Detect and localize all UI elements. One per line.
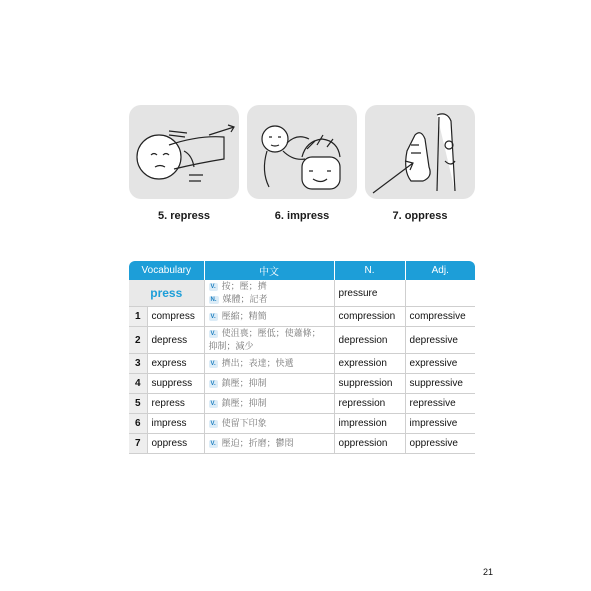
table-row: [129, 414, 475, 434]
row-chinese: [204, 394, 334, 414]
row-meaning: 鎮壓；抑制: [221, 398, 267, 408]
pos-tag: N.: [210, 296, 217, 303]
row-adjective: impressive: [405, 414, 475, 434]
table-header-row: [129, 261, 475, 280]
row-noun: compression: [334, 307, 405, 327]
root-word: press: [129, 280, 204, 307]
row-word: repress: [147, 394, 204, 414]
row-word: oppress: [147, 434, 204, 454]
table-row: [129, 394, 475, 414]
impress-drawing-icon: [247, 105, 357, 199]
row-word: impress: [147, 414, 204, 434]
row-noun: oppression: [334, 434, 405, 454]
table-row: [129, 434, 475, 454]
caption-impress: 6. impress: [274, 210, 330, 222]
root-chinese: [204, 280, 334, 307]
row-number: 5: [129, 394, 147, 414]
page-number: 21: [482, 567, 493, 577]
row-chinese: [204, 327, 334, 354]
caption-repress: 5. repress: [158, 210, 210, 222]
row-number: 3: [129, 354, 147, 374]
pos-tag: V.: [210, 313, 216, 320]
row-adjective: depressive: [405, 327, 475, 354]
row-number: 6: [129, 414, 147, 434]
row-noun: expression: [334, 354, 405, 374]
row-adjective: oppressive: [405, 434, 475, 454]
pos-tag: V.: [210, 380, 216, 387]
illustration-oppress: [365, 105, 475, 199]
row-noun: repression: [334, 394, 405, 414]
pos-tag: V.: [210, 330, 216, 337]
row-word: depress: [147, 327, 204, 354]
table-row: [129, 307, 475, 327]
row-number: 2: [129, 327, 147, 354]
pos-tag: V.: [210, 400, 216, 407]
root-noun: pressure: [334, 280, 405, 307]
row-chinese: [204, 354, 334, 374]
repress-drawing-icon: [129, 105, 239, 199]
row-noun: suppression: [334, 374, 405, 394]
row-word: suppress: [147, 374, 204, 394]
row-adjective: suppressive: [405, 374, 475, 394]
row-chinese: [204, 374, 334, 394]
row-number: 4: [129, 374, 147, 394]
row-number: 1: [129, 307, 147, 327]
row-meaning: 擠出；表達；快遞: [221, 358, 294, 368]
row-noun: depression: [334, 327, 405, 354]
row-meaning: 壓縮；精簡: [221, 311, 267, 321]
row-meaning: 鎮壓；抑制: [221, 378, 267, 388]
vocabulary-table: [129, 261, 475, 454]
illustration-impress: [247, 105, 357, 199]
caption-oppress: 7. oppress: [392, 210, 448, 222]
row-word: express: [147, 354, 204, 374]
row-chinese: [204, 414, 334, 434]
table-row: [129, 354, 475, 374]
row-noun: impression: [334, 414, 405, 434]
oppress-drawing-icon: [365, 105, 475, 199]
row-meaning: 壓迫；折磨；鬱悶: [221, 438, 294, 448]
root-adjective: [405, 280, 475, 307]
row-word: compress: [147, 307, 204, 327]
pos-tag: V.: [210, 420, 216, 427]
header-chinese: 中文: [204, 261, 334, 280]
table-row: [129, 327, 475, 354]
root-meaning: 媒體；記者: [222, 294, 268, 304]
row-adjective: repressive: [405, 394, 475, 414]
pos-tag: V.: [210, 360, 216, 367]
row-adjective: expressive: [405, 354, 475, 374]
table-row: [129, 374, 475, 394]
header-adjective: Adj.: [405, 261, 475, 280]
row-meaning: 使沮喪；壓低；使蕭條；抑制；減少: [208, 328, 321, 351]
row-chinese: [204, 434, 334, 454]
row-chinese: [204, 307, 334, 327]
header-vocabulary: Vocabulary: [129, 261, 204, 280]
row-number: 7: [129, 434, 147, 454]
header-noun: N.: [334, 261, 405, 280]
row-meaning: 使留下印象: [221, 418, 267, 428]
illustration-repress: [129, 105, 239, 199]
pos-tag: V.: [210, 440, 216, 447]
root-meaning: 按；壓；擠: [221, 281, 267, 291]
row-adjective: compressive: [405, 307, 475, 327]
pos-tag: V.: [210, 283, 216, 290]
table-row-root: [129, 280, 475, 307]
